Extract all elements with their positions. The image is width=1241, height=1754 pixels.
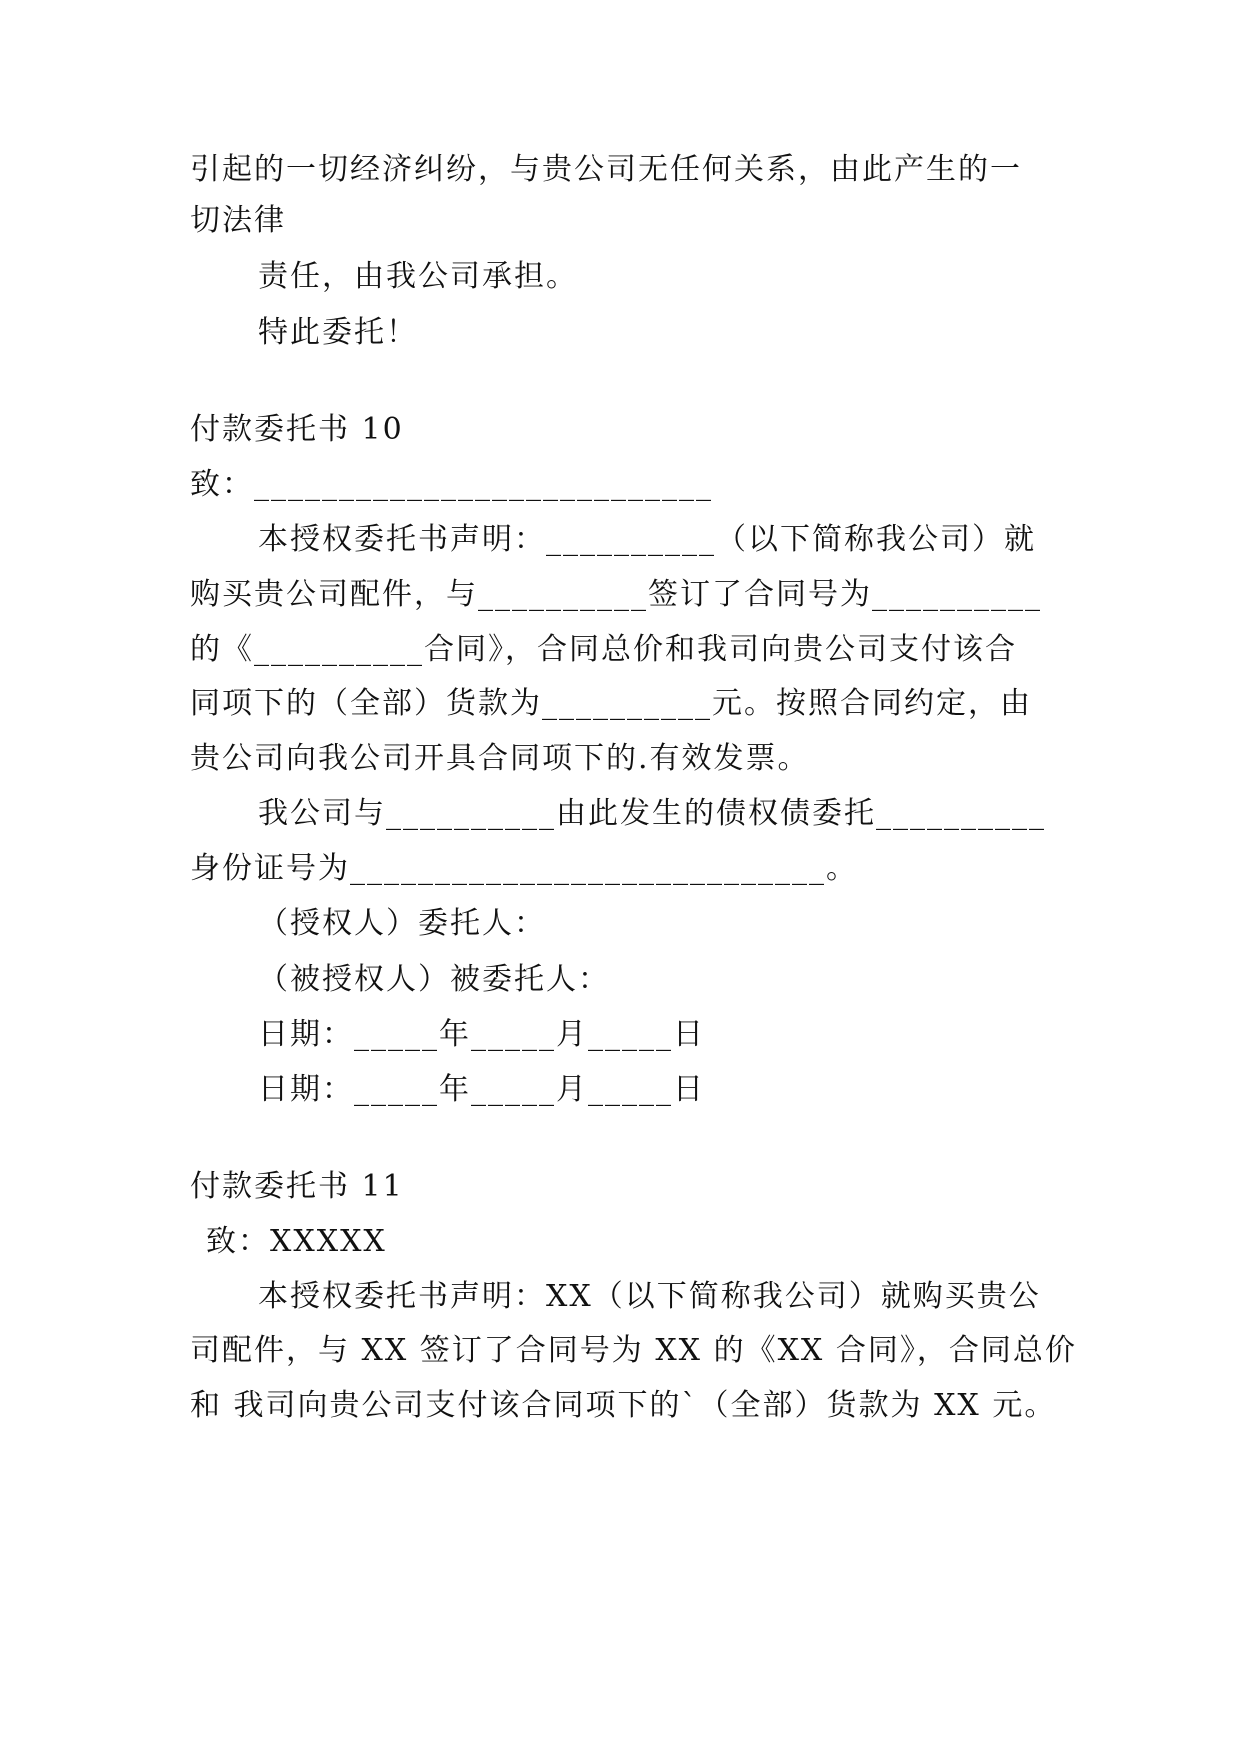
paragraph-line: 司配件，与 XX 签订了合同号为 XX 的《XX 合同》，合同总价: [190, 1333, 1077, 1368]
paragraph-line: 责任，由我公司承担。: [258, 259, 578, 294]
paragraph-line: 和 我司向贵公司支付该合同项下的`（全部）货款为 XX 元。: [190, 1388, 1057, 1423]
paragraph-line: 切法律: [190, 203, 286, 238]
signature-line: （授权人）委托人：: [258, 906, 546, 941]
paragraph-line: 的《__________合同》，合同总价和我司向贵公司支付该合: [190, 632, 1017, 667]
paragraph-line: 购买贵公司配件，与__________签订了合同号为__________: [190, 577, 1042, 612]
paragraph-line: 同项下的（全部）货款为__________元。按照合同约定，由: [190, 686, 1032, 721]
addressee-line: 致：___________________________: [190, 467, 713, 502]
signature-line: （被授权人）被委托人：: [258, 962, 610, 997]
paragraph-line: 贵公司向我公司开具合同项下的.有效发票。: [190, 741, 810, 776]
paragraph-line: 本授权委托书声明：__________（以下简称我公司）就: [258, 522, 1036, 557]
section-title: 付款委托书 11: [190, 1169, 404, 1204]
paragraph-line: 引起的一切经济纠纷，与贵公司无任何关系，由此产生的一: [190, 152, 1022, 187]
addressee-line: 致：XXXXX: [206, 1224, 387, 1259]
date-line: 日期：_____年_____月_____日: [258, 1017, 705, 1052]
closing-line: 特此委托！: [258, 315, 418, 350]
paragraph-line: 身份证号为____________________________。: [190, 851, 858, 886]
paragraph-line: 本授权委托书声明：XX（以下简称我公司）就购买贵公: [258, 1279, 1041, 1314]
paragraph-line: 我公司与__________由此发生的债权债委托__________: [258, 796, 1046, 831]
date-line: 日期：_____年_____月_____日: [258, 1072, 705, 1107]
section-title: 付款委托书 10: [190, 412, 404, 447]
